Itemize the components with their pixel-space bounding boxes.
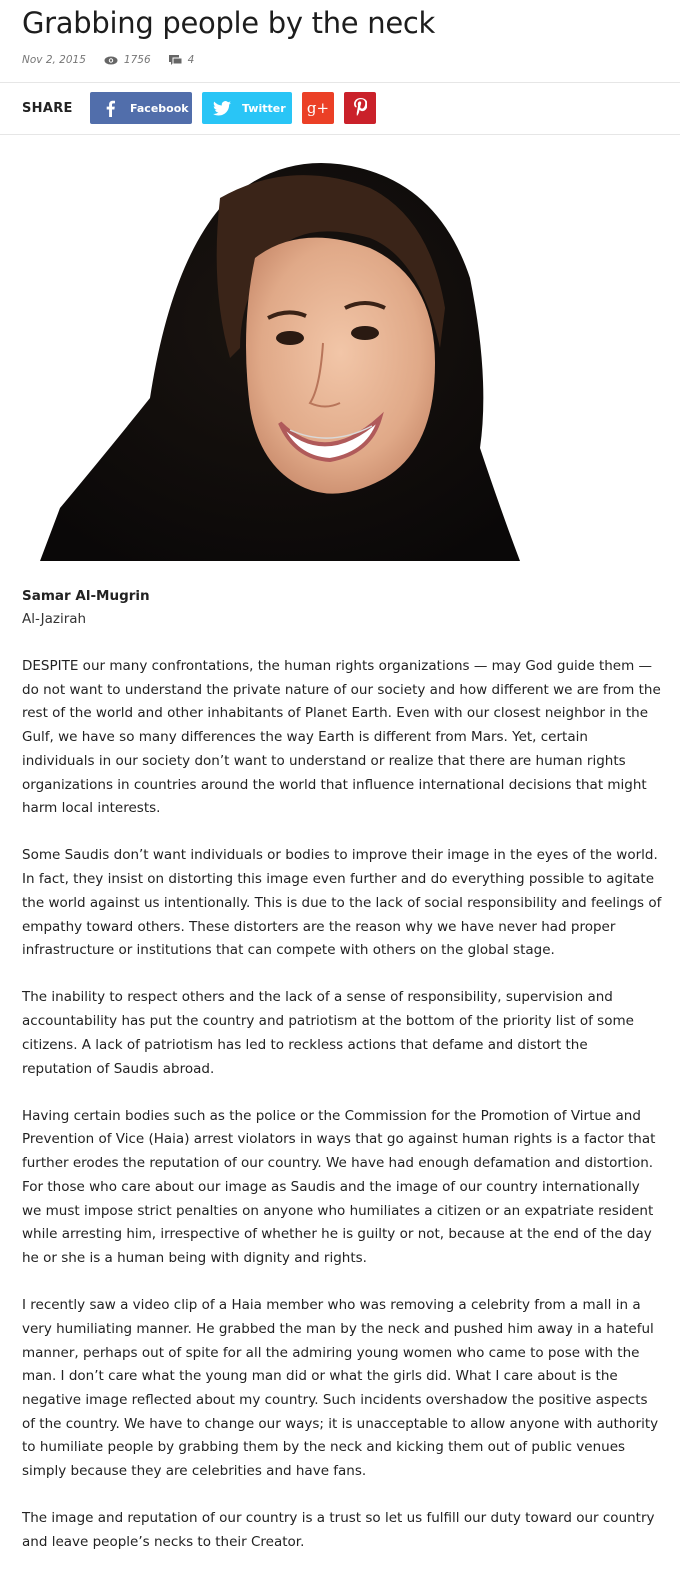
view-count (104, 54, 151, 66)
facebook-icon (90, 100, 130, 117)
paragraph: DESPITE our many confrontations, the human rights organizations — may God guide them — do not want to understand the private nature of our society and how different we are from the rest of the world and other inhabitants of Planet Earth. Even with our closest neighbor in the Gulf, we have so many differences the way Earth is different from Mars. Yet, certain individuals in our society don’t want to understand or realize that there are human rights organizations in countries around the world that influence international decisions that might harm local interests. (22, 658, 661, 817)
googleplus-share-button[interactable] (302, 92, 334, 124)
share-label: SHARE (22, 100, 73, 116)
paragraph: Having certain bodies such as the police or the Commission for the Promotion of Virtue and Prevention of Vice (Haia) arrest violators in ways that go against human rights is a factor that further erodes the reputation of our country. We have had enough defamation and distortion. For those who care about our image as Saudis and the image of our country internationally we must impose strict penalties on anyone who humiliates a citizen or an expatriate resident while arresting him, irrespective of whether he is guilty or not, because at the end of the day he or she is a human being with dignity and rights. (22, 1107, 656, 1266)
pinterest-icon (354, 98, 367, 119)
twitter-share-label: Twitter (242, 101, 286, 115)
googleplus-icon: g+ (306, 99, 330, 117)
eye-icon (104, 56, 118, 65)
comment-count-value: 4 (187, 54, 195, 66)
twitter-bird-icon (202, 101, 242, 116)
view-count-value: 1756 (123, 54, 151, 66)
article-meta (22, 52, 194, 68)
publish-date: Nov 2, 2015 (22, 54, 86, 66)
byline (22, 586, 150, 629)
article-body (22, 655, 662, 1578)
author-photo (40, 148, 520, 561)
comment-bubble-icon (169, 55, 182, 66)
divider-top (0, 82, 680, 83)
facebook-share-label: Facebook (130, 101, 189, 115)
pinterest-share-button[interactable] (344, 92, 376, 124)
paragraph: Some Saudis don’t want individuals or bodies to improve their image in the eyes of the world. In fact, they insist on distorting this image even further and do everything possible to agitate the world against us intentionally. This is due to the lack of social responsibility and feelings of empathy toward others. These distorters are the reason why we have never had proper infrastructure or institutions that can compete with others on the global stage. (22, 847, 662, 959)
twitter-share-button[interactable] (202, 92, 292, 124)
paragraph: The inability to respect others and the lack of a sense of responsibility, supervision and accountability has put the country and patriotism at the bottom of the priority list of some citizens. A lack of patriotism has led to reckless actions that defame and distort the reputation of Saudis abroad. (22, 989, 634, 1077)
divider-bottom (0, 134, 680, 135)
paragraph: The image and reputation of our country is a trust so let us fulfill our duty toward our country and leave people’s necks to their Creator. (22, 1510, 655, 1550)
facebook-share-button[interactable] (90, 92, 192, 124)
source-name: Al-Jazirah (22, 611, 87, 627)
comment-count[interactable] (169, 54, 195, 66)
share-bar (22, 92, 386, 124)
author-name: Samar Al-Mugrin (22, 588, 150, 604)
paragraph: I recently saw a video clip of a Haia member who was removing a celebrity from a mall in a very humiliating manner. He grabbed the man by the neck and pushed him away in a hateful manner, perhaps out of spite for all the admiring young women who came to pose with the man. I don’t care what the young man did or what the girls did. What I care about is the negative image reflected about my country. Such incidents overshadow the positive aspects of the country. We have to change our ways; it is unacceptable to allow anyone with authority to humiliate people by grabbing them by the neck and kicking them out of public venues simply because they are celebrities and have fans. (22, 1297, 659, 1480)
article-title: Grabbing people by the neck (22, 6, 436, 40)
